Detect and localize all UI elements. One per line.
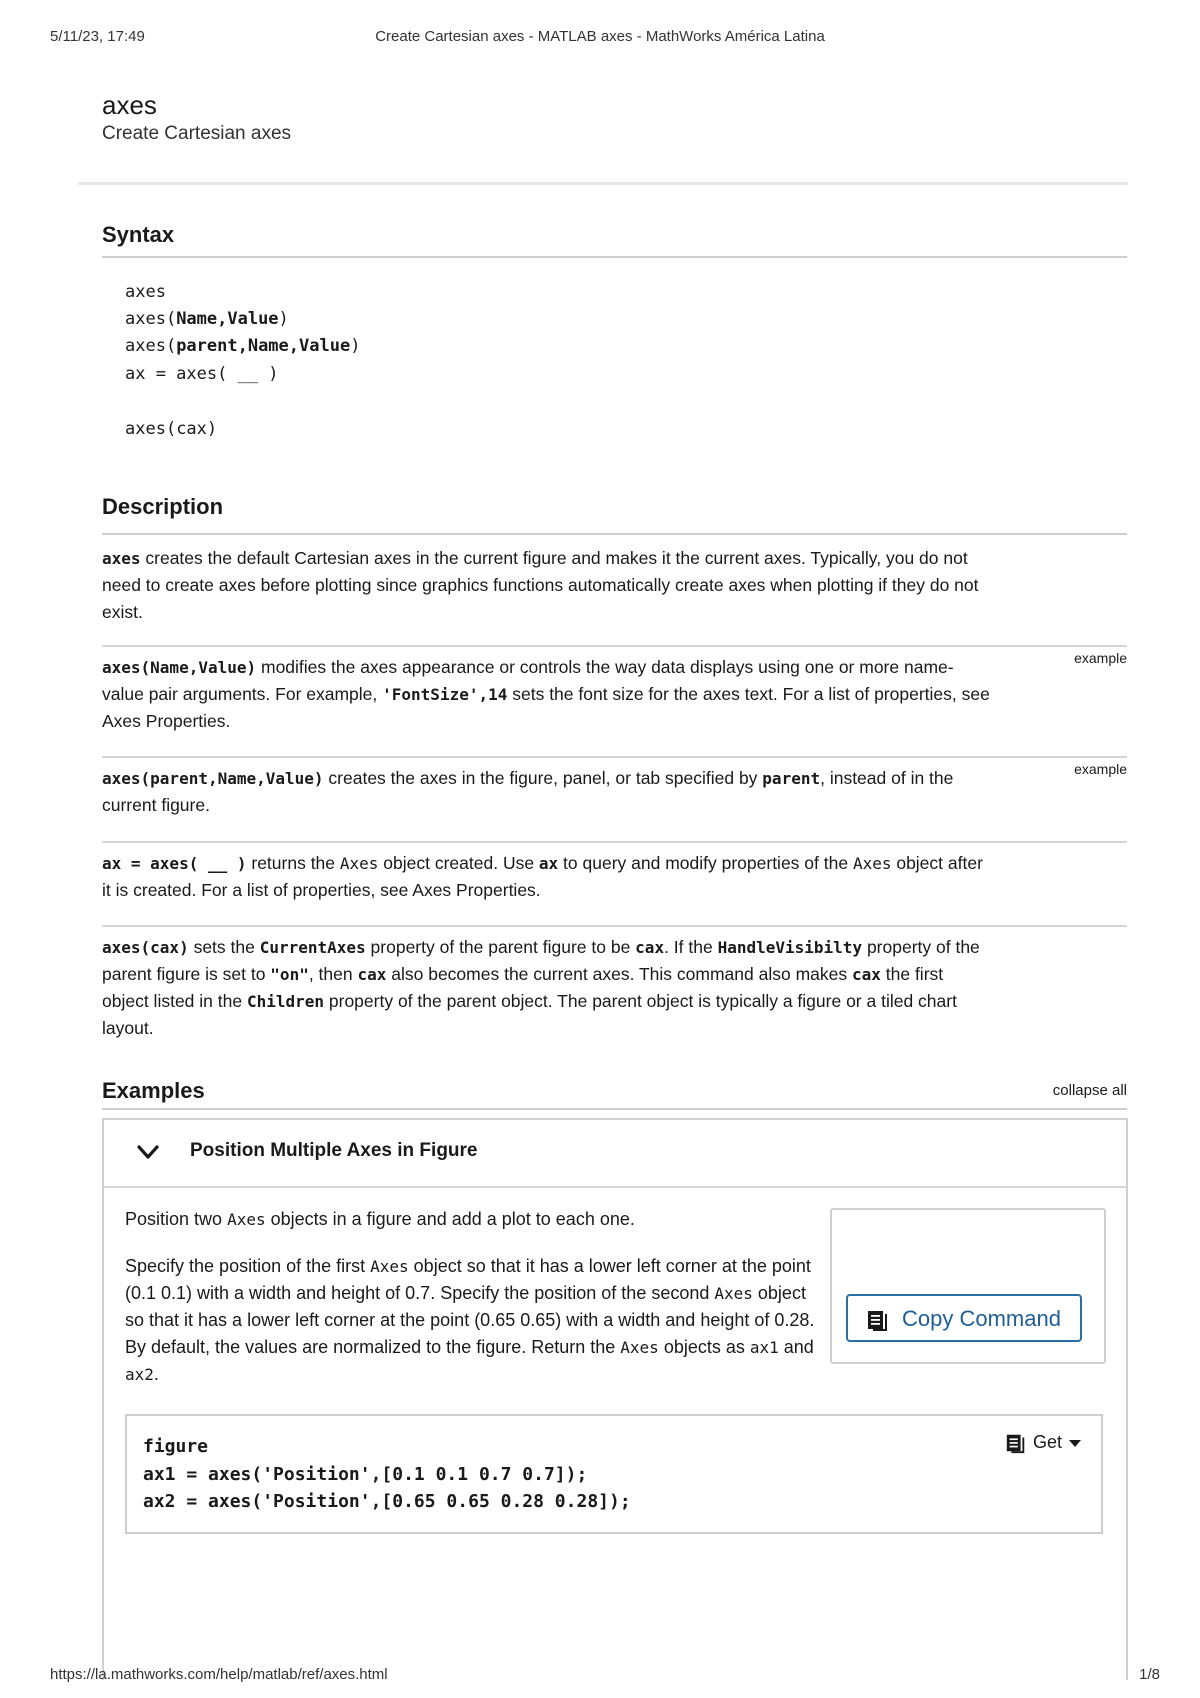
- example-panel: [102, 1118, 1128, 1680]
- get-label: Get: [1033, 1432, 1063, 1452]
- divider: [78, 182, 1128, 185]
- description-heading: Description: [102, 494, 224, 519]
- divider: [102, 533, 1127, 535]
- document-copy-icon: [1005, 1432, 1027, 1454]
- example-link[interactable]: example: [1074, 761, 1127, 777]
- chevron-down-icon[interactable]: [134, 1138, 162, 1166]
- page-subtitle: Create Cartesian axes: [102, 123, 292, 144]
- description-paragraph: axes(cax) sets the CurrentAxes property of the parent figure to be cax. If the HandleVisibilty property of the parent figure is set to "on", then cax also becomes the current axes. This command also makes cax the first object listed in the Children property of the parent object. The parent object is typically a figure or a tiled chart layout.: [102, 937, 980, 1038]
- syntax-heading: Syntax: [102, 222, 175, 247]
- syntax-line[interactable]: ax = axes( __ ): [125, 364, 279, 384]
- code-line: ax2 = axes('Position',[0.65 0.65 0.28 0.28]);: [143, 1491, 631, 1512]
- example-title[interactable]: Position Multiple Axes in Figure: [190, 1140, 478, 1161]
- divider: [102, 756, 1127, 758]
- description-paragraph: axes creates the default Cartesian axes in the current figure and makes it the current axes. Typically, you do not need to create axes before plotting since graphics functions automatically create axes when plotting if they do not exist.: [102, 548, 979, 622]
- example-link[interactable]: example: [1074, 650, 1127, 666]
- example-paragraph: Specify the position of the first Axes object so that it has a lower left corner at the point (0.1 0.1) with a width and height of 0.7. Specify the position of the second Axes object so that it has a lower left corner at the point (0.65 0.65) with a width and height of 0.28. By default, the values are normalized to the figure. Return the Axes objects as ax1 and ax2.: [125, 1256, 815, 1384]
- print-title: Create Cartesian axes - MATLAB axes - MathWorks América Latina: [375, 28, 825, 45]
- syntax-line[interactable]: axes: [125, 282, 166, 302]
- copy-command-panel: [830, 1208, 1106, 1364]
- divider: [102, 841, 1127, 843]
- divider: [102, 645, 1127, 647]
- divider: [102, 925, 1127, 927]
- document-copy-icon: [866, 1308, 890, 1332]
- syntax-line[interactable]: axes(Name,Value): [125, 309, 289, 329]
- print-date: 5/11/23, 17:49: [50, 28, 145, 45]
- get-dropdown-button[interactable]: [997, 1430, 1089, 1456]
- code-line: ax1 = axes('Position',[0.1 0.1 0.7 0.7]);: [143, 1464, 588, 1485]
- example-header[interactable]: [104, 1120, 1126, 1188]
- code-block[interactable]: [125, 1414, 1103, 1534]
- page-number: 1/8: [1139, 1666, 1160, 1683]
- code-line: figure: [143, 1436, 209, 1457]
- description-paragraph: axes(Name,Value) modifies the axes appearance or controls the way data displays using one or more name-value pair arguments. For example, 'FontSize',14 sets the font size for the axes text. For a list of properties, see Axes Properties.: [102, 657, 990, 731]
- syntax-line[interactable]: axes(parent,Name,Value): [125, 336, 361, 356]
- divider: [102, 256, 1127, 258]
- syntax-line[interactable]: axes(cax): [125, 419, 218, 439]
- description-paragraph: ax = axes( __ ) returns the Axes object created. Use ax to query and modify properties of the Axes object after it is created. For a list of properties, see Axes Properties.: [102, 853, 983, 900]
- page-title: axes: [102, 90, 157, 120]
- examples-heading: Examples: [102, 1078, 205, 1103]
- caret-down-icon: [1069, 1440, 1081, 1447]
- copy-command-button[interactable]: [846, 1294, 1082, 1342]
- copy-command-label: Copy Command: [902, 1306, 1061, 1331]
- divider: [102, 1108, 1127, 1110]
- collapse-all-link[interactable]: collapse all: [1052, 1082, 1127, 1099]
- example-paragraph: Position two Axes objects in a figure and add a plot to each one.: [125, 1209, 635, 1229]
- description-paragraph: axes(parent,Name,Value) creates the axes in the figure, panel, or tab specified by parent, instead of in the current figure.: [102, 768, 954, 815]
- print-url: https://la.mathworks.com/help/matlab/ref/axes.html: [50, 1666, 388, 1683]
